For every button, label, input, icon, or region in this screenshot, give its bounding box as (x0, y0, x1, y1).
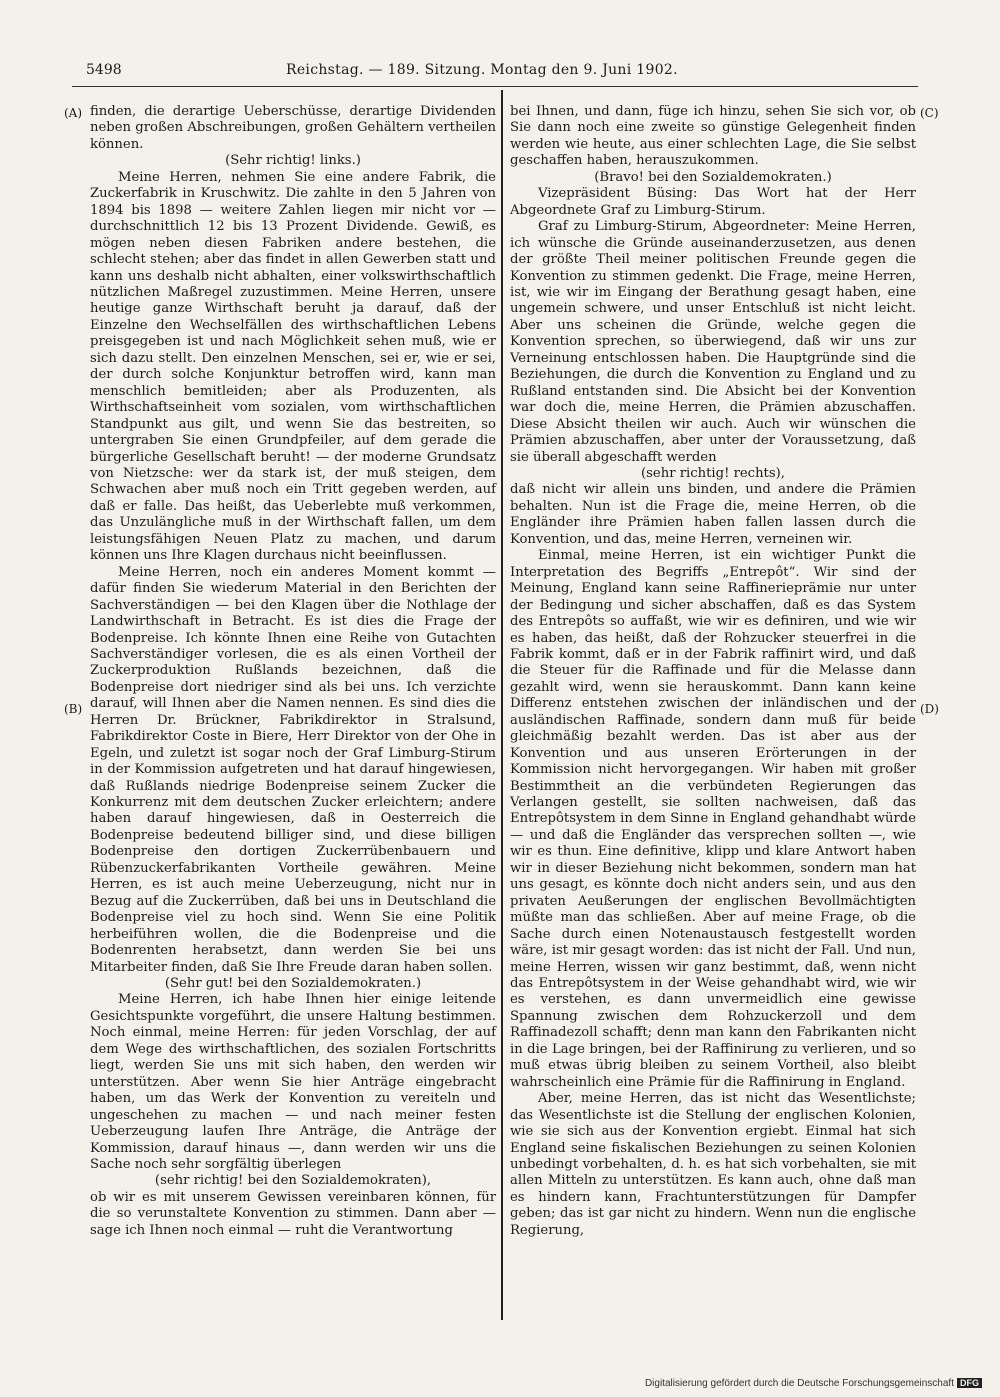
paragraph: ob wir es mit unserem Gewissen vereinbaren können, für die so verunstaltete Konvention zu stimmen. Dann aber — sage ich Ihnen noch einmal — ruht die Verantwortung (90, 1189, 496, 1238)
paragraph: Meine Herren, nehmen Sie eine andere Fabrik, die Zuckerfabrik in Kruschwitz. Die zahlte in den 5 Jahren von 1894 bis 1898 — weitere Zahlen liegen mir nicht vor — durchschnittlich 12 bis 13 Prozent Dividende. Gewiß, es mögen neben diesen Fabriken andere bestehen, die schlecht stehen; aber das findet in allen Gewerben statt und kann uns deshalb nicht abhalten, einer volkswirthschaftlich nützlichen Maßregel zuzustimmen. Meine Herren, unsere heutige ganze Wirthschaft beruht ja darauf, daß der Einzelne den Wechselfällen des wirthschaftlichen Lebens preisgegeben ist und nach Möglichkeit sehen muß, wie er sich dazu stellt. Den einzelnen Menschen, sei er, wie er sei, der durch solche Konjunktur betroffen wird, kann man menschlich bemitleiden; aber als Produzenten, als Wirthschaftseinheit vom sozialen, vom wirthschaftlichen Standpunkt aus gilt, und wenn Sie das bestreiten, so untergraben Sie einen Grundpfeiler, auf dem gerade die bürgerliche Gesellschaft beruht! — der moderne Grundsatz von Nietzsche: wer da stark ist, der muß steigen, dem Schwachen aber muß noch ein Tritt gegeben werden, auf daß er falle. Das heißt, das Ueberlebte muß verkommen, das Unzulängliche muß in der Wirthschaft fallen, um dem leistungsfähigen Neuen Platz zu machen, und darum können uns Ihre Klagen durchaus nicht beeinflussen. (90, 169, 496, 564)
paragraph: bei Ihnen, und dann, füge ich hinzu, sehen Sie sich vor, ob Sie dann noch eine zweite so günstige Gelegenheit finden werden wie heute, aus einer schlechten Lage, die Sie selbst geschaffen haben, herauszukommen. (510, 104, 916, 169)
header-rule (72, 86, 918, 87)
paragraph: Graf zu Limburg-Stirum, Abgeordneter: Meine Herren, ich wünsche die Gründe auseinanderzusetzen, aus denen der größte Theil meiner politischen Freunde gegen die Konvention zu stimmen gedenkt. Die Frage, meine Herren, ist, wie wir im Eingang der Berathung gesagt haben, eine ungemein schwere, und unser Entschluß ist nicht leicht. Aber uns scheinen die Gründe, welche gegen die Konvention sprechen, so überwiegend, daß wir uns zur Verneinung entschlossen haben. Die Hauptgründe sind die Beziehungen, die durch die Konvention zu England und zu Rußland entstanden sind. Die Absicht bei der Konvention war doch die, meine Herren, die Prämien abzuschaffen. Diese Absicht theilen wir auch. Auch wir wünschen die Prämien abzuschaffen, aber unter der Voraussetzung, daß sie überall abgeschafft werden (510, 219, 916, 465)
margin-marker-c: (C) (920, 106, 939, 120)
page-header (86, 62, 912, 86)
column-divider (501, 90, 503, 1320)
interjection: (Bravo! bei den Sozialdemokraten.) (594, 169, 832, 185)
paragraph: daß nicht wir allein uns binden, und andere die Prämien behalten. Nun ist die Frage die, meine Herren, ob die Engländer ihre Prämien haben fallen lassen durch die Konvention, und das, meine Herren, verneinen wir. (510, 482, 916, 547)
footer (645, 1378, 982, 1389)
interjection: (Sehr richtig! links.) (225, 153, 361, 169)
paragraph: Meine Herren, noch ein anderes Moment kommt — dafür finden Sie wiederum Material in den Berichten der Sachverständigen — bei den Klagen über die Nothlage der Landwirthschaft in Betracht. Es ist dies die Frage der Bodenpreise. Ich könnte Ihnen eine Reihe von Gutachten Sachverständiger vorlesen, die es als einen Vortheil der Zuckerproduktion Rußlands bezeichnen, daß die Bodenpreise dort niedriger sind als bei uns. Ich verzichte darauf, will Ihnen aber die Namen nennen. Es sind dies die Herren Dr. Brückner, Fabrikdirektor in Stralsund, Fabrikdirektor Coste in Biere, Herr Direktor von der Ohe in Egeln, und zuletzt ist sogar noch der Graf Limburg-Stirum in der Kommission aufgetreten und hat darauf hingewiesen, daß Rußlands niedrige Bodenpreise seinem Zucker die Konkurrenz mit dem deutschen Zucker erleichtern; andere haben darauf hingewiesen, daß in Oesterreich die Bodenpreise bedeutend billiger sind, und diese billigen Bodenpreise den dortigen Zuckerrübenbauern und Rübenzuckerfabrikanten Vortheile gewähren. Meine Herren, es ist auch meine Ueberzeugung, nicht nur in Bezug auf die Zuckerrüben, daß bei uns in Deutschland die Bodenpreise viel zu hoch sind. Wenn Sie eine Politik herbeiführen wollen, die die Bodenpreise und die Bodenrenten herabsetzt, dann werden Sie bei uns Mitarbeiter finden, daß Sie Ihre Freude daran haben sollen. (90, 564, 496, 975)
running-head: Reichstag. — 189. Sitzung. Montag den 9. Juni 1902. (286, 62, 678, 78)
paragraph: Aber, meine Herren, das ist nicht das Wesentlichste; das Wesentlichste ist die Stellung der englischen Kolonien, wie sie sich aus der Konvention ergiebt. Einmal hat sich England seine fiskalischen Beziehungen zu seinen Kolonien unbedingt vorbehalten, d. h. es hat sich vorbehalten, sie mit allen Mitteln zu unterstützen. Es kann auch, ohne daß man es hindern kann, Frachtunterstützungen für Dampfer geben; das ist gar nicht zu hindern. Wenn nun die englische Regierung, (510, 1091, 916, 1238)
paragraph: Vizepräsident Büsing: Das Wort hat der Herr Abgeordnete Graf zu Limburg-Stirum. (510, 186, 916, 218)
left-column (90, 104, 496, 1239)
interjection: (sehr richtig! rechts), (641, 465, 785, 481)
paragraph: Meine Herren, ich habe Ihnen hier einige leitende Gesichtspunkte vorgeführt, die unsere Haltung bestimmen. Noch einmal, meine Herren: für jeden Vorschlag, der auf dem Wege des wirthschaftlichen, des sozialen Fortschritts liegt, werden Sie uns mit sich haben, den werden wir unterstützen. Aber wenn Sie hier Anträge eingebracht haben, um das Werk der Konvention zu vereiteln und ungeschehen zu machen — und nach meiner festen Ueberzeugung laufen Ihre Anträge, die Anträge der Kommission, darauf hinaus —, dann werden wir uns die Sache noch sehr sorgfältig überlegen (90, 992, 496, 1172)
margin-marker-d: (D) (920, 702, 939, 716)
margin-marker-b: (B) (64, 702, 83, 716)
margin-marker-a: (A) (64, 106, 83, 120)
interjection: (Sehr gut! bei den Sozialdemokraten.) (164, 976, 422, 992)
paragraph: Einmal, meine Herren, ist ein wichtiger Punkt die Interpretation des Begriffs „Entrepôt“. Wir sind der Meinung, England kann seine Raffinerieprämie nur unter der Bedingung und sicher abschaffen, daß es das System des Entrepôts so auffaßt, wie wir es definiren, und wie wir es haben, das heißt, daß der Rohzucker steuerfrei in die Fabrik kommt, daß er in der Fabrik raffinirt wird, und daß die Steuer für die Raffinade und für die Melasse dann gezahlt wird, wenn sie herauskommt. Dann kann keine Differenz entstehen zwischen der inländischen und der ausländischen Raffinade, sondern dann muß für beide gleichmäßig bezahlt werden. Das ist aber aus der Konvention und aus unseren Erörterungen in der Kommission nicht hervorgegangen. Wir haben mit großer Bestimmtheit an die verbündeten Regierungen das Verlangen gestellt, sie sollten nachweisen, daß das Entrepôtsystem in dem Sinne in England gehandhabt würde — und daß die Engländer das versprechen sollten —, wie wir es thun. Eine definitive, klipp und klare Antwort haben wir in dieser Beziehung nicht bekommen, sondern man hat uns gesagt, es könnte doch nicht anders sein, und aus den privaten Aeußerungen der englischen Bevollmächtigten müßte man das schließen. Aber auf meine Frage, ob die Sache durch einen Notenaustausch festgestellt worden wäre, ist mir gesagt worden: das ist nicht der Fall. Und nun, meine Herren, wissen wir ganz bestimmt, daß, wenn nicht das Entrepôtsystem in der Weise gehandhabt wird, wie wir es verstehen, es dann unvermeidlich eine gewisse Spannung zwischen dem Rohzuckerzoll und dem Raffinadezoll schafft; denn man kann den Fabrikanten nicht in die Lage bringen, bei der Raffinirung zu verlieren, und so muß etwas übrig bleiben zu seinem Vortheil, also bleibt wahrscheinlich eine Prämie für die Raffinirung in England. (510, 548, 916, 1090)
interjection: (sehr richtig! bei den Sozialdemokraten), (154, 1173, 432, 1189)
page-number: 5498 (86, 62, 122, 78)
footer-credit: Digitalisierung gefördert durch die Deutsche Forschungsgemeinschaft (644, 1378, 954, 1389)
paragraph: finden, die derartige Ueberschüsse, derartige Dividenden neben großen Abschreibungen, großen Gehältern vertheilen können. (90, 104, 496, 152)
right-column (510, 104, 916, 1239)
dfg-logo: DFG (957, 1378, 982, 1388)
